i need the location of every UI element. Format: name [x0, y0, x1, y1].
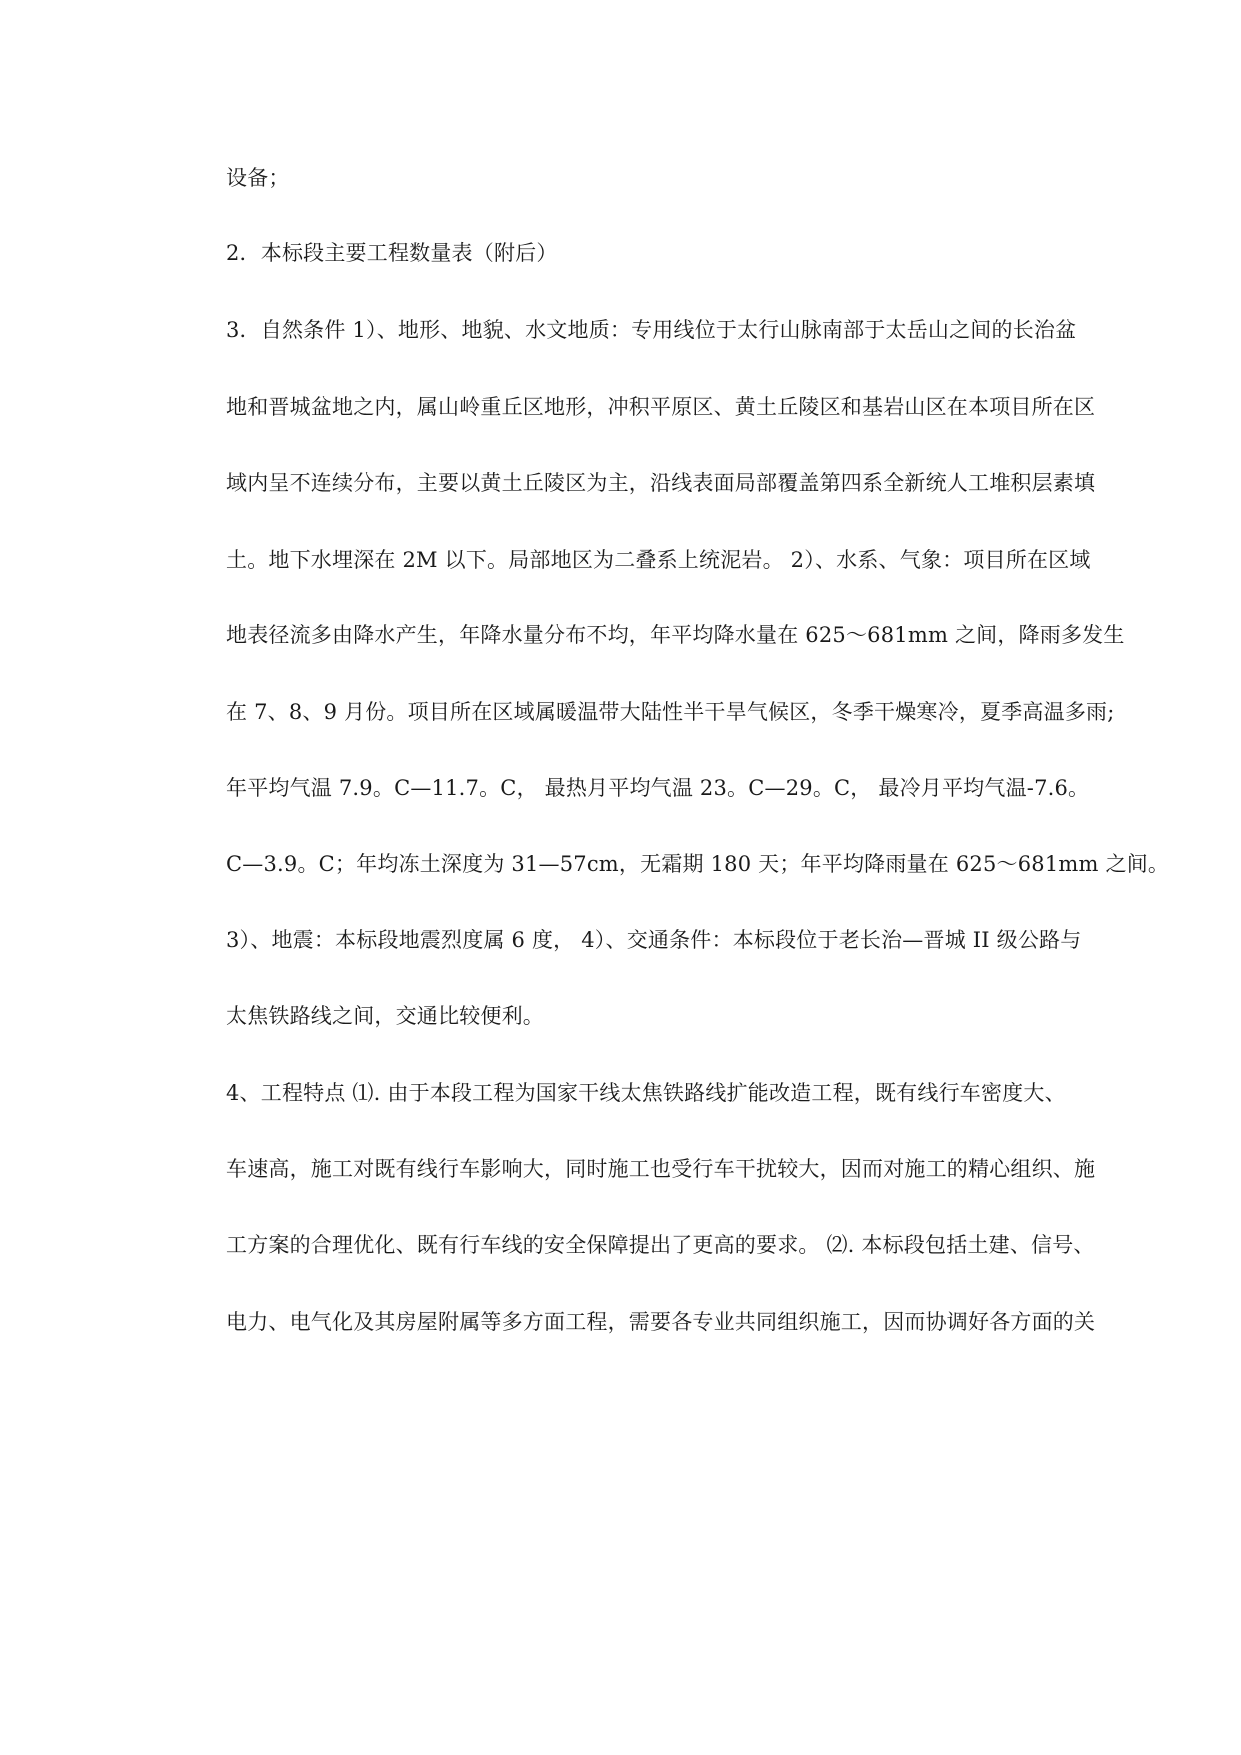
text-line: 3．自然条件 1）、地形、地貌、水文地质：专用线位于太行山脉南部于太岳山之间的长治盆: [226, 318, 1077, 342]
text-line: 地表径流多由降水产生，年降水量分布不均，年平均降水量在 625～681mm 之间，降雨多发生: [226, 623, 1125, 647]
text-line: 2．本标段主要工程数量表（附后）: [226, 241, 558, 265]
text-line: 工方案的合理优化、既有行车线的安全保障提出了更高的要求。 ⑵. 本标段包括土建、信号、: [226, 1233, 1095, 1257]
text-line: 域内呈不连续分布，主要以黄土丘陵区为主，沿线表面局部覆盖第四系全新统人工堆积层素填: [226, 471, 1096, 495]
text-line: 年平均气温 7.9。C—11.7。C， 最热月平均气温 23。C—29。C， 最冷月平均气温-7.6。: [226, 776, 1090, 800]
text-line: 3）、地震：本标段地震烈度属 6 度， 4）、交通条件：本标段位于老长治—晋城 II 级公路与: [226, 928, 1082, 952]
text-line: 在 7、8、9 月份。项目所在区域属暖温带大陆性半干旱气候区，冬季干燥寒冷，夏季高温多雨;: [226, 700, 1115, 724]
text-line: 设备；: [226, 166, 290, 190]
text-line: 土。地下水埋深在 2M 以下。局部地区为二叠系上统泥岩。 2）、水系、气象：项目所在区域: [226, 548, 1091, 572]
text-line: 电力、电气化及其房屋附属等多方面工程，需要各专业共同组织施工，因而协调好各方面的关: [226, 1310, 1096, 1334]
text-line: 4、工程特点 ⑴. 由于本段工程为国家干线太焦铁路线扩能改造工程，既有线行车密度大、: [226, 1081, 1066, 1105]
text-line: 车速高，施工对既有线行车影响大，同时施工也受行车干扰较大，因而对施工的精心组织、施: [226, 1157, 1096, 1181]
text-line: C—3.9。C；年均冻土深度为 31—57cm，无霜期 180 天；年平均降雨量在 625～681mm 之间。: [226, 852, 1170, 876]
text-line: 地和晋城盆地之内，属山岭重丘区地形，冲积平原区、黄土丘陵区和基岩山区在本项目所在区: [226, 395, 1096, 419]
text-line: 太焦铁路线之间，交通比较便利。: [226, 1004, 544, 1028]
